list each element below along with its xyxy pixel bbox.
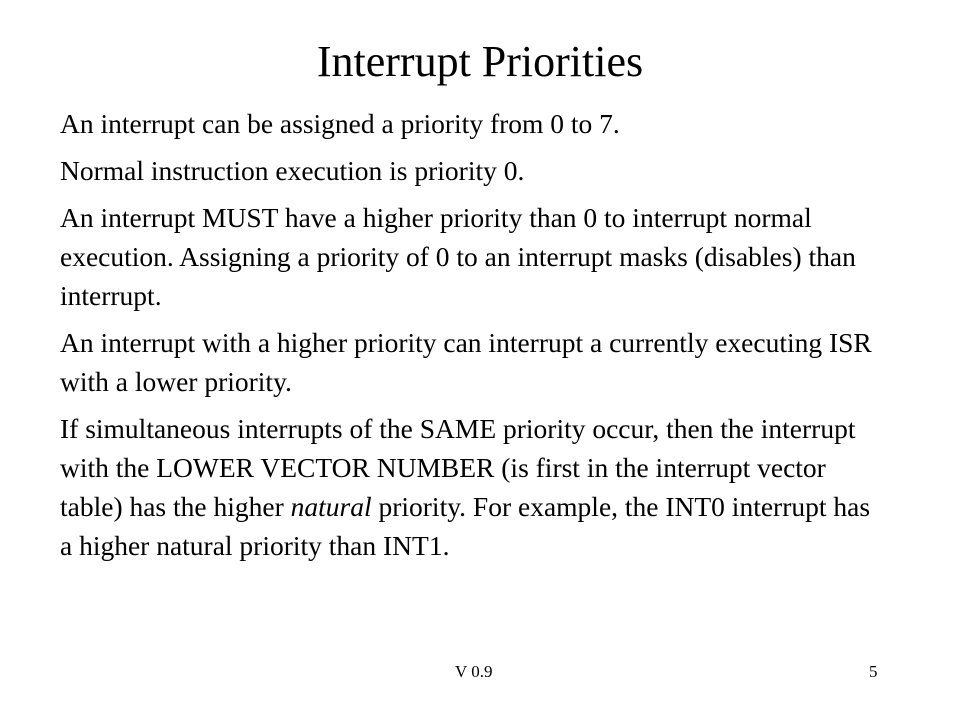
paragraph-nested-isr: An interrupt with a higher priority can interrupt a currently executing ISR with a lower priority. (60, 327, 872, 397)
natural-priority-text-after: priority. For example, the INT0 interrupt has a higher natural priority than INT1. (60, 491, 871, 561)
paragraph-normal-priority: Normal instruction execution is priority 0. (60, 155, 525, 186)
natural-emphasis: natural (290, 491, 372, 522)
paragraph-priority-range: An interrupt can be assigned a priority from 0 to 7. (60, 108, 620, 139)
slide-body (60, 104, 880, 573)
natural-priority-text-before: If simultaneous interrupts of the SAME priority occur, then the interrupt with the LOWER VECTOR NUMBER (is first in the interrupt vector table) has the higher (60, 413, 856, 522)
paragraph-interrupt-masking: An interrupt MUST have a higher priority than 0 to interrupt normal execution. Assigning a priority of 0 to an interrupt masks (disables) than interrupt. (60, 202, 856, 311)
slide-title: Interrupt Priorities (316, 37, 644, 86)
footer-page-number: 5 (869, 662, 878, 681)
paragraph-natural-priority (60, 409, 880, 565)
footer-version: V 0.9 (455, 662, 493, 681)
